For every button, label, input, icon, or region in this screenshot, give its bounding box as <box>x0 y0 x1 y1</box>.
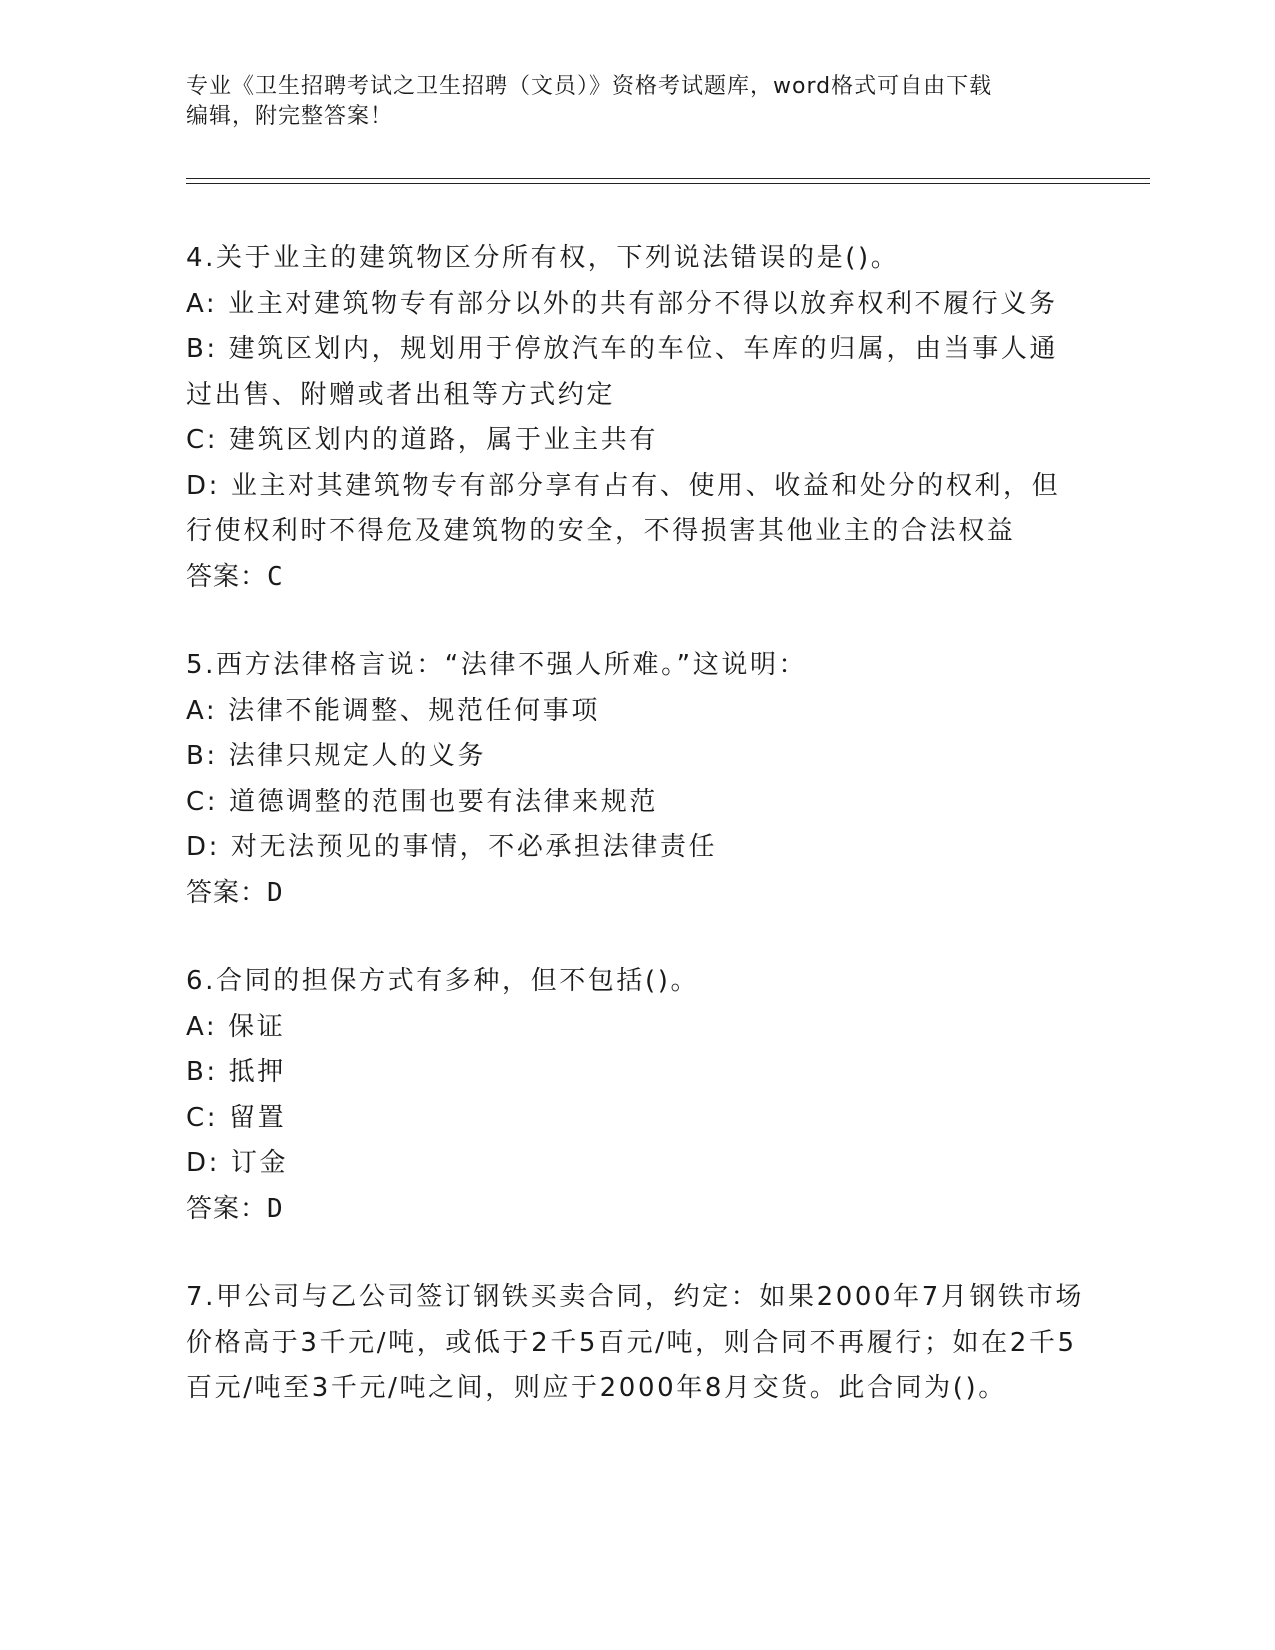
question-text: 4.关于业主的建筑物区分所有权，下列说法错误的是()。 <box>186 243 900 273</box>
option-c: C: 道德调整的范围也要有法律来规范 <box>186 786 658 817</box>
option-d: D: 对无法预见的事情，不必承担法律责任 <box>186 832 718 862</box>
document-header <box>186 72 1086 132</box>
option-d: D: 业主对其建筑物专有部分享有占有、使用、收益和处分的权利，但行使权利时不得危及建筑物的安全，不得损害其他业主的合法权益 <box>186 470 1061 546</box>
answer-value: C <box>267 561 284 592</box>
header-divider-top <box>186 178 1150 179</box>
option-d: D: 订金 <box>186 1148 289 1178</box>
header-divider-bottom <box>186 183 1150 184</box>
header-line-2: 编辑，附完整答案！ <box>186 104 394 129</box>
option-c: C: 建筑区划内的道路，属于业主共有 <box>186 425 658 455</box>
option-b: B: 法律只规定人的义务 <box>186 741 487 771</box>
header-line-1: 专业《卫生招聘考试之卫生招聘（文员）》资格考试题库，word格式可自由下载 <box>186 74 993 99</box>
answer-label: 答案： <box>186 561 268 592</box>
question-list <box>186 236 1086 1455</box>
answer-value: D <box>267 877 284 908</box>
question-5 <box>186 643 1086 916</box>
option-b: B: 抵押 <box>186 1057 286 1087</box>
option-c: C: 留置 <box>186 1102 287 1133</box>
question-4 <box>186 236 1086 600</box>
answer-label: 答案： <box>186 877 268 908</box>
question-7 <box>186 1275 1086 1412</box>
option-a: A: 保证 <box>186 1011 286 1042</box>
answer-label: 答案： <box>186 1193 268 1224</box>
option-a: A: 业主对建筑物专有部分以外的共有部分不得以放弃权利不履行义务 <box>186 288 1058 319</box>
question-6 <box>186 959 1086 1232</box>
answer <box>186 555 1086 601</box>
answer <box>186 871 1086 917</box>
question-text: 6.合同的担保方式有多种，但不包括()。 <box>186 966 700 996</box>
question-text: 7.甲公司与乙公司签订钢铁买卖合同，约定：如果2000年7月钢铁市场价格高于3千元/吨，或低于2千5百元/吨，则合同不再履行；如在2千5百元/吨至3千元/吨之间，则应于2000年8月交货。此合同为()。 <box>186 1282 1084 1403</box>
answer <box>186 1187 1086 1233</box>
question-text: 5.西方法律格言说：“法律不强人所难。”这说明： <box>186 650 808 680</box>
option-b: B: 建筑区划内，规划用于停放汽车的车位、车库的归属，由当事人通过出售、附赠或者出租等方式约定 <box>186 334 1059 410</box>
answer-value: D <box>267 1193 284 1224</box>
option-a: A: 法律不能调整、规范任何事项 <box>186 695 600 726</box>
